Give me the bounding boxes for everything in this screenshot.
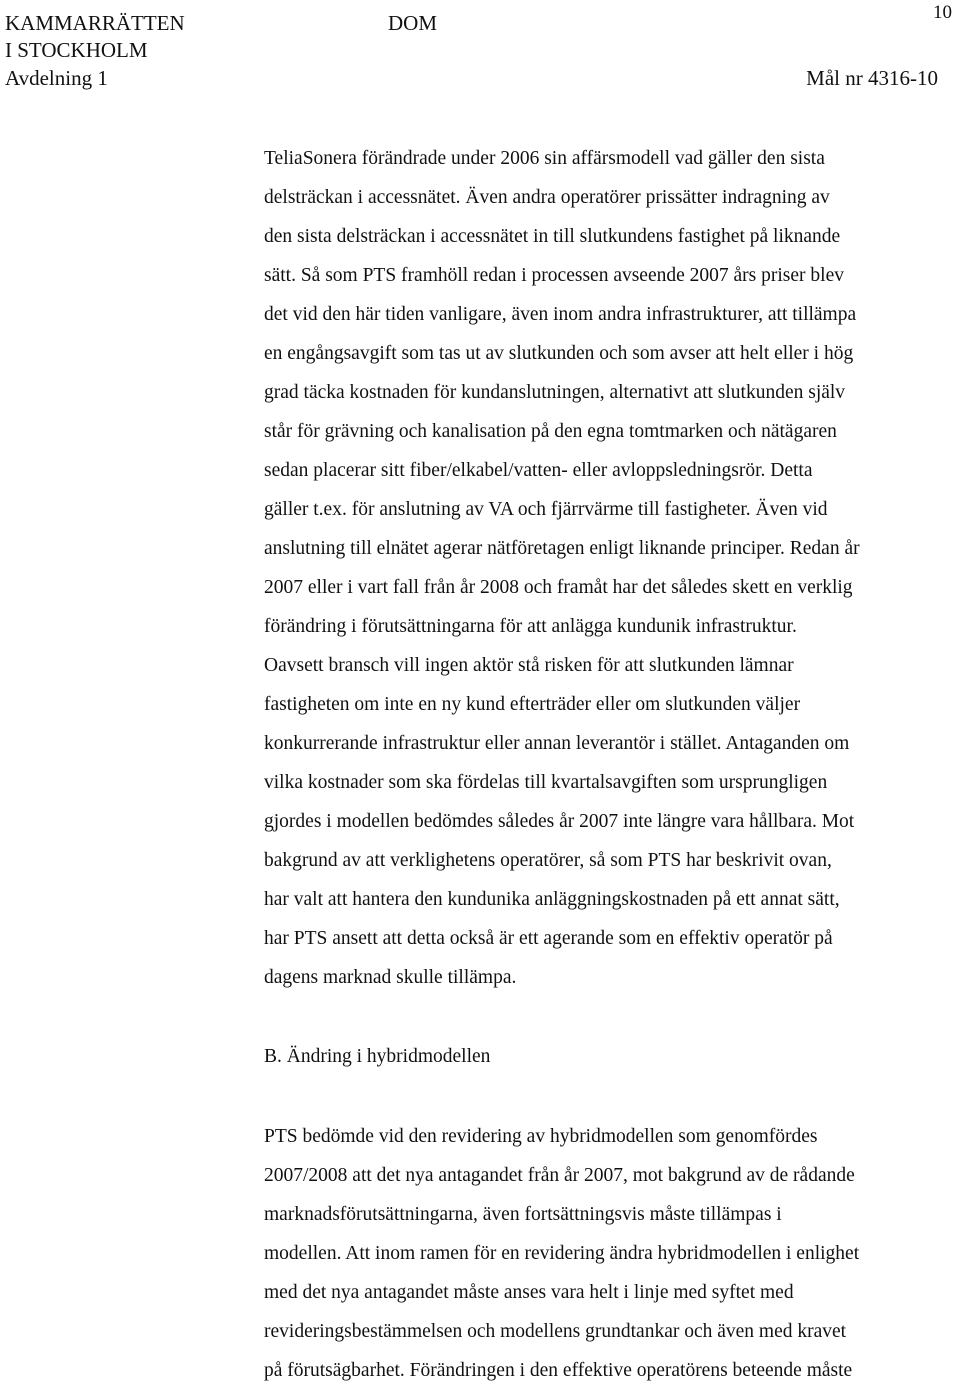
text-line: gäller t.ex. för anslutning av VA och fjärrvärme till fastigheter. Även vid (264, 499, 828, 520)
text-line: dagens marknad skulle tillämpa. (264, 967, 517, 988)
text-line: 2007 eller i vart fall från år 2008 och framåt har det således skett en verklig (264, 577, 853, 598)
text-line: förändring i förutsättningarna för att anlägga kundunik infrastruktur. (264, 616, 797, 637)
text-line: står för grävning och kanalisation på den egna tomtmarken och nätägaren (264, 421, 837, 442)
text-line: marknadsförutsättningarna, även fortsättningsvis måste tillämpas i (264, 1204, 782, 1225)
court-name-line-1: KAMMARRÄTTEN (5, 11, 185, 35)
text-line: revideringsbestämmelsen och modellens grundtankar och även med kravet (264, 1321, 847, 1342)
text-line: gjordes i modellen bedömdes således år 2007 inte längre vara hållbara. Mot (264, 811, 855, 832)
text-line: Oavsett bransch vill ingen aktör stå risken för att slutkunden lämnar (264, 655, 794, 676)
text-line: en engångsavgift som tas ut av slutkunden och som avser att helt eller i hög (264, 343, 854, 364)
text-line: sätt. Så som PTS framhöll redan i processen avseende 2007 års priser blev (264, 265, 844, 286)
court-name-line-2: I STOCKHOLM (5, 38, 148, 62)
text-line: bakgrund av att verklighetens operatörer, så som PTS har beskrivit ovan, (264, 850, 832, 871)
text-line: den sista delsträckan i accessnätet in till slutkundens fastighet på liknande (264, 226, 841, 247)
paragraph-1 (264, 139, 960, 997)
text-line: med det nya antagandet måste anses vara helt i linje med syftet med (264, 1282, 794, 1303)
text-line: fastigheten om inte en ny kund efterträder eller om slutkunden väljer (264, 694, 801, 715)
text-line: PTS bedömde vid den revidering av hybridmodellen som genomfördes (264, 1126, 818, 1147)
text-line: modellen. Att inom ramen för en revidering ändra hybridmodellen i enlighet (264, 1243, 860, 1264)
page-number: 10 (933, 2, 952, 23)
text-line: TeliaSonera förändrade under 2006 sin affärsmodell vad gäller den sista (264, 148, 825, 169)
text-line: sedan placerar sitt fiber/elkabel/vatten- eller avloppsledningsrör. Detta (264, 460, 813, 481)
text-line: har PTS ansett att detta också är ett agerande som en effektiv operatör på (264, 928, 833, 949)
case-number: Mål nr 4316-10 (806, 66, 938, 90)
text-line: 2007/2008 att det nya antagandet från år 2007, mot bakgrund av de rådande (264, 1165, 855, 1186)
division-label: Avdelning 1 (5, 66, 108, 90)
text-line: delsträckan i accessnätet. Även andra operatörer prissätter indragning av (264, 187, 830, 208)
text-line: det vid den här tiden vanligare, även inom andra infrastrukturer, att tillämpa (264, 304, 857, 325)
paragraph-2 (264, 1117, 960, 1390)
section-heading-b: B. Ändring i hybridmodellen (264, 1046, 491, 1067)
text-line: grad täcka kostnaden för kundanslutningen, alternativt att slutkunden själv (264, 382, 846, 403)
text-line: vilka kostnader som ska fördelas till kvartalsavgiften som ursprungligen (264, 772, 828, 793)
document-type: DOM (388, 11, 438, 35)
text-line: anslutning till elnätet agerar nätföretagen enligt liknande principer. Redan år (264, 538, 860, 559)
text-line: har valt att hantera den kundunika anläggningskostnaden på ett annat sätt, (264, 889, 840, 910)
text-line: konkurrerande infrastruktur eller annan leverantör i stället. Antaganden om (264, 733, 850, 754)
text-line: på förutsägbarhet. Förändringen i den effektive operatörens beteende måste (264, 1360, 853, 1381)
